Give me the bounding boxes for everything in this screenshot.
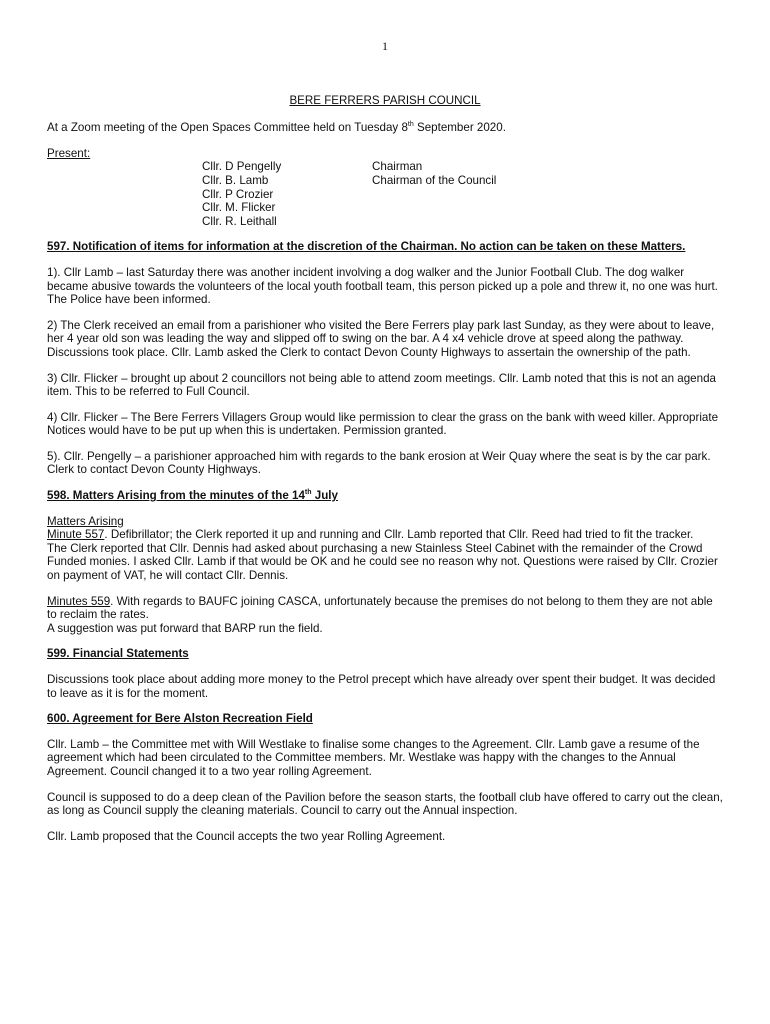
attendee-role xyxy=(372,201,496,215)
item-599-text: Discussions took place about adding more money to the Petrol precept which have already over spent their budget. It was decided to leave as it is for the moment. xyxy=(47,673,716,700)
item-597-point-1: 1). Cllr Lamb – last Saturday there was another incident involving a dog walker and the Junior Football Club. The dog walker became abusive towards the volunteers of the local youth football team, this person picked up a pole and threw it, no one was hurt. The Police have been informed. xyxy=(47,265,718,307)
attendee-list xyxy=(202,160,496,228)
present-label: Present: xyxy=(47,146,91,160)
attendee-name: Cllr. R. Leithall xyxy=(202,214,277,228)
attendee-name: Cllr. P Crozier xyxy=(202,187,274,201)
item-598-matters-block xyxy=(47,515,723,583)
council-heading: BERE FERRERS PARISH COUNCIL xyxy=(289,93,481,107)
item-597-heading: 597. Notification of items for information at the discretion of the Chairman. No action can be taken on these Matters. xyxy=(47,240,686,254)
attendee-row xyxy=(202,160,496,174)
attendee-name: Cllr. B. Lamb xyxy=(202,173,269,187)
item-597-point-4: 4) Cllr. Flicker – The Bere Ferrers Villagers Group would like permission to clear the grass on the bank with weed killer. Appropriate Notices would have to be put up when this is undertaken. Permission granted. xyxy=(47,410,719,438)
attendee-name: Cllr. M. Flicker xyxy=(202,201,276,215)
item-598-heading: 598. Matters Arising from the minutes of the 14th July xyxy=(47,489,338,503)
cabinet-entry: The Clerk reported that Cllr. Dennis had asked about purchasing a new Stainless Steel Cabinet with the remainder of the Crowd Funded monies. I asked Cllr. Lamb if that would be OK and he could see no reason why not. Questions were raised by Cllr. Crozier on payment of VAT, he will contact Cllr. Dennis. xyxy=(47,541,718,583)
item-600-paragraph-1: Cllr. Lamb – the Committee met with Will Westlake to finalise some changes to the Agreement. Cllr. Lamb gave a resume of the agreement which had been circulated to the Committee members. Mr. Westlake was happy with the changes to the Annual Agreement. Council changed it to a two year rolling Agreement. xyxy=(47,737,700,778)
minute-557-label: Minute 557 xyxy=(47,528,105,542)
matters-arising-label: Matters Arising xyxy=(47,514,124,528)
page-number: 1 xyxy=(382,39,388,53)
item-600-heading: 600. Agreement for Bere Alston Recreation Field xyxy=(47,712,313,726)
minute-557-entry: Minute 557. Defibrillator; the Clerk reported it up and running and Cllr. Lamb reported that Cllr. Reed had tried to fit the tracker. xyxy=(47,528,694,542)
suggestion-entry: A suggestion was put forward that BARP run the field. xyxy=(47,621,323,635)
attendee-role: Chairman of the Council xyxy=(372,173,497,187)
attendee-role xyxy=(372,188,496,202)
attendee-role: Chairman xyxy=(372,160,423,174)
item-597-point-3: 3) Cllr. Flicker – brought up about 2 councillors not being able to attend zoom meetings. Cllr. Lamb noted that this is not an agenda item. This to be referred to Full Council. xyxy=(47,371,716,399)
attendee-row xyxy=(202,201,496,215)
attendee-role xyxy=(372,215,496,229)
minute-559-entry: Minutes 559. With regards to BAUFC joining CASCA, unfortunately because the premises do not belong to them they are not able to reclaim the rates. xyxy=(47,594,713,622)
item-600-paragraph-2: Council is supposed to do a deep clean of the Pavilion before the season starts, the football club have offered to carry out the clean, as long as Council supply the cleaning materials. Council to carry out the Annual inspection. xyxy=(47,790,723,818)
attendee-row xyxy=(202,215,496,229)
attendee-name: Cllr. D Pengelly xyxy=(202,160,282,174)
meeting-intro: At a Zoom meeting of the Open Spaces Committee held on Tuesday 8th September 2020. xyxy=(47,121,506,135)
minute-559-label: Minutes 559 xyxy=(47,594,111,608)
item-597-point-2: 2) The Clerk received an email from a parishioner who visited the Bere Ferrers play park last Sunday, as they were about to leave, her 4 year old son was leading the way and slipped off to swing on the bar. A 4 x4 vehicle drove at speed along the pathway. Discussions took place. Cllr. Lamb asked the Clerk to contact Devon County Highways to assertain the ownership of the path. xyxy=(47,318,715,359)
attendee-row xyxy=(202,188,496,202)
item-598-minute-559-block xyxy=(47,595,723,636)
attendee-row xyxy=(202,174,496,188)
item-599-heading: 599. Financial Statements xyxy=(47,647,189,661)
item-600-paragraph-3: Cllr. Lamb proposed that the Council accepts the two year Rolling Agreement. xyxy=(47,829,446,843)
item-597-point-5: 5). Cllr. Pengelly – a parishioner approached him with regards to the bank erosion at Weir Quay where the seat is by the car park. Clerk to contact Devon County Highways. xyxy=(47,449,711,477)
document-page xyxy=(47,40,723,855)
